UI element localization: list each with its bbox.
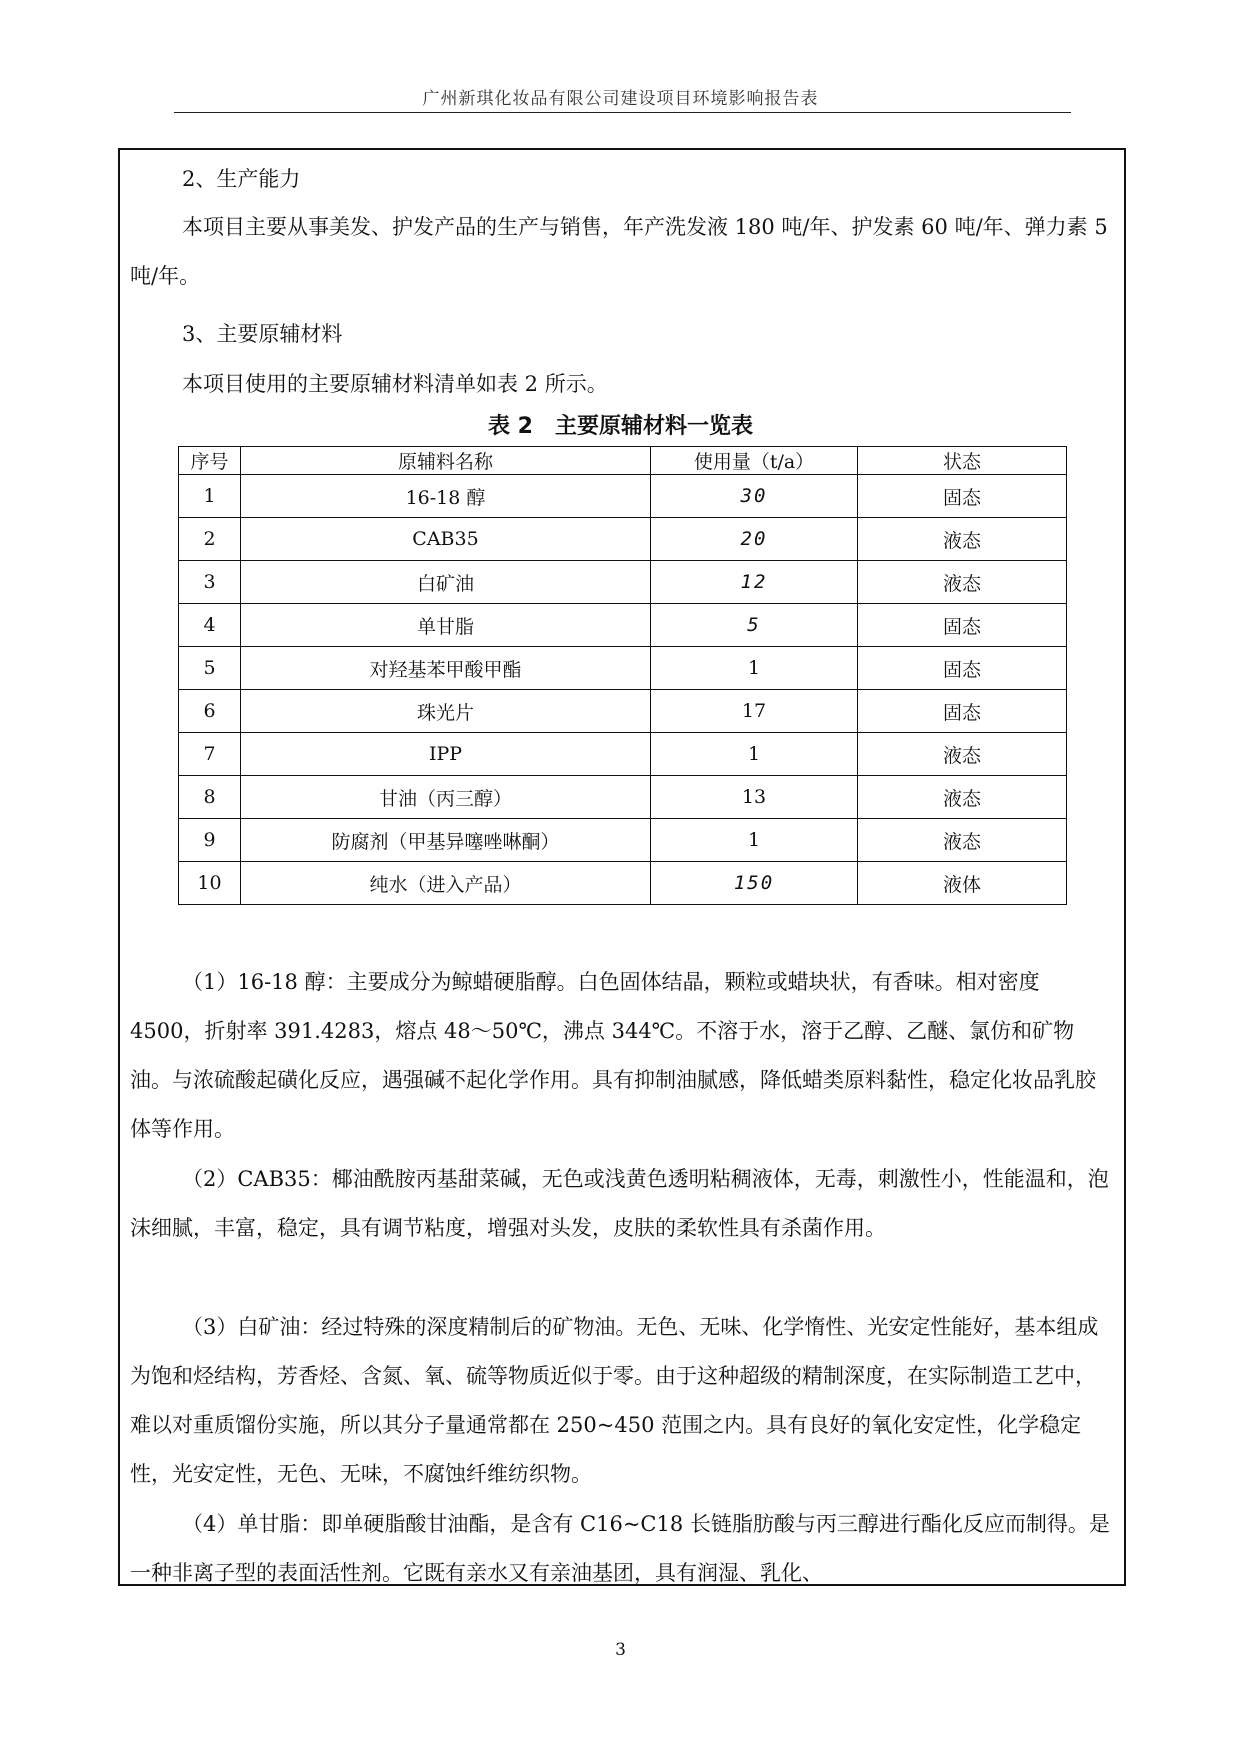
note-3: （3）白矿油：经过特殊的深度精制后的矿物油。无色、无味、化学惰性、光安定性能好，基本组成为饱和烃结构，芳香烃、含氮、氧、硫等物质近似于零。由于这种超级的精制深度，在实际制造工艺中，难以对重质馏份实施，所以其分子量通常都在 250~450 范围之内。具有良好的氧化安定性，化学稳定性，光安定性，无色、无味，不腐蚀纤维纺织物。 (130, 1315, 1099, 1486)
cell-amount: 13 (651, 776, 858, 819)
section-3-heading: 3、主要原辅材料 (182, 322, 343, 346)
cell-state: 液态 (858, 776, 1067, 819)
table-row (179, 647, 1067, 690)
table-row (179, 690, 1067, 733)
cell-amount: 1 (651, 819, 858, 862)
materials-table-wrapper (178, 446, 1066, 905)
cell-state: 液态 (858, 733, 1067, 776)
cell-state: 液态 (858, 561, 1067, 604)
cell-name: 单甘脂 (241, 604, 651, 647)
note-2: （2）CAB35：椰油酰胺丙基甜菜碱，无色或浅黄色透明粘稠液体，无毒，刺激性小，性能温和，泡沫细腻，丰富，稳定，具有调节粘度，增强对头发，皮肤的柔软性具有杀菌作用。 (130, 1167, 1109, 1240)
cell-name: CAB35 (241, 518, 651, 561)
cell-no: 1 (179, 475, 241, 518)
section-2-heading: 2、生产能力 (182, 167, 301, 191)
cell-no: 7 (179, 733, 241, 776)
cell-amount-handwritten: 5 (651, 604, 858, 647)
section-2-body: 本项目主要从事美发、护发产品的生产与销售，年产洗发液 180 吨/年、护发素 60 吨/年、弹力素 5 吨/年。 (130, 215, 1108, 288)
cell-state: 液体 (858, 862, 1067, 905)
note-4: （4）单甘脂：即单硬脂酸甘油酯，是含有 C16~C18 长链脂肪酸与丙三醇进行酯化反应而制得。是一种非离子型的表面活性剂。它既有亲水又有亲油基团，具有润湿、乳化、 (130, 1512, 1110, 1585)
table-row (179, 819, 1067, 862)
column-header-amount: 使用量（t/a） (651, 447, 858, 475)
cell-state: 固态 (858, 604, 1067, 647)
materials-table (178, 446, 1067, 905)
cell-state: 液态 (858, 819, 1067, 862)
cell-name: 白矿油 (241, 561, 651, 604)
cell-name: 对羟基苯甲酸甲酯 (241, 647, 651, 690)
page-number: 3 (615, 1640, 626, 1660)
cell-amount-handwritten: 150 (651, 862, 858, 905)
cell-state: 固态 (858, 647, 1067, 690)
cell-no: 6 (179, 690, 241, 733)
table-row (179, 475, 1067, 518)
section-3-intro: 本项目使用的主要原辅材料清单如表 2 所示。 (182, 372, 608, 396)
column-header-no: 序号 (179, 447, 241, 475)
running-header: 广州新琪化妆品有限公司建设项目环境影响报告表 (422, 89, 819, 109)
cell-state: 固态 (858, 475, 1067, 518)
cell-no: 5 (179, 647, 241, 690)
cell-state: 液态 (858, 518, 1067, 561)
cell-state: 固态 (858, 690, 1067, 733)
cell-no: 8 (179, 776, 241, 819)
table-row (179, 862, 1067, 905)
cell-name: 甘油（丙三醇） (241, 776, 651, 819)
cell-no: 9 (179, 819, 241, 862)
cell-amount-handwritten: 20 (651, 518, 858, 561)
table-row (179, 733, 1067, 776)
cell-name: 防腐剂（甲基异噻唑啉酮） (241, 819, 651, 862)
cell-no: 10 (179, 862, 241, 905)
cell-no: 4 (179, 604, 241, 647)
table-row (179, 518, 1067, 561)
cell-amount: 1 (651, 647, 858, 690)
table-caption: 表 2 主要原辅材料一览表 (488, 414, 753, 439)
table-row (179, 776, 1067, 819)
column-header-name: 原辅料名称 (241, 447, 651, 475)
cell-amount-handwritten: 12 (651, 561, 858, 604)
cell-name: 珠光片 (241, 690, 651, 733)
header-rule (174, 112, 1071, 113)
cell-no: 3 (179, 561, 241, 604)
cell-name: IPP (241, 733, 651, 776)
cell-amount: 17 (651, 690, 858, 733)
cell-name: 16-18 醇 (241, 475, 651, 518)
cell-no: 2 (179, 518, 241, 561)
note-1: （1）16-18 醇：主要成分为鲸蜡硬脂醇。白色固体结晶，颗粒或蜡块状，有香味。相对密度 4500，折射率 391.4283，熔点 48～50℃，沸点 344℃。不溶于水，溶于乙醇、乙醚、氯仿和矿物油。与浓硫酸起磺化反应，遇强碱不起化学作用。具有抑制油腻感，降低蜡类原料黏性，稳定化妆品乳胶体等作用。 (130, 970, 1096, 1141)
cell-amount: 1 (651, 733, 858, 776)
table-row (179, 604, 1067, 647)
table-row (179, 561, 1067, 604)
table-header-row (179, 447, 1067, 475)
column-header-state: 状态 (858, 447, 1067, 475)
cell-name: 纯水（进入产品） (241, 862, 651, 905)
cell-amount-handwritten: 30 (651, 475, 858, 518)
